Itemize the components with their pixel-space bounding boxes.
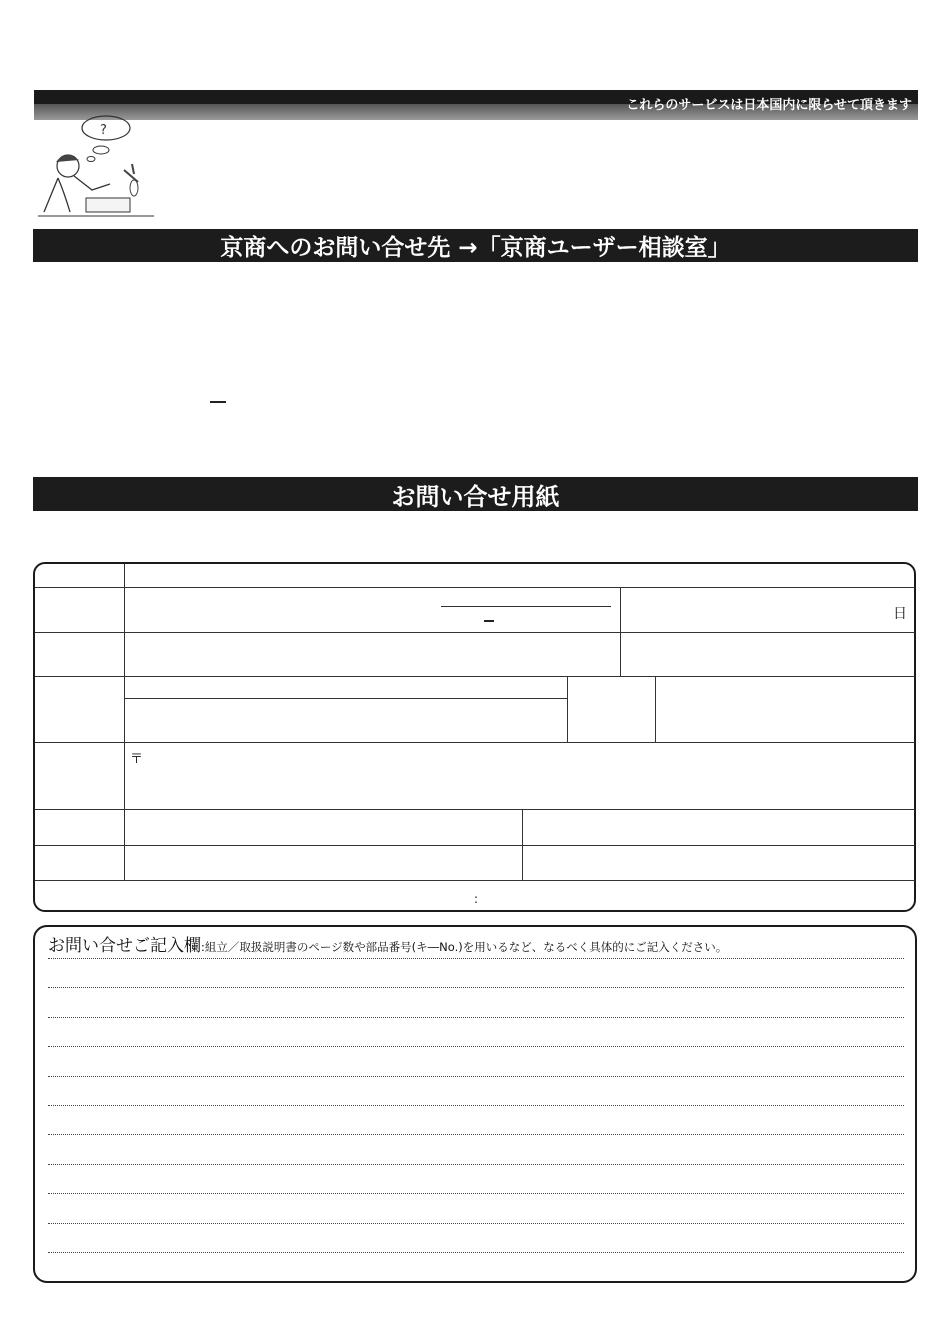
note-line[interactable] bbox=[48, 958, 904, 959]
form-field[interactable] bbox=[125, 633, 619, 675]
form-column-divider bbox=[567, 677, 568, 742]
name-field[interactable] bbox=[125, 699, 567, 742]
note-line[interactable] bbox=[48, 1164, 904, 1165]
notes-instruction: :組立／取扱説明書のページ数や部品番号(キ―No.)を用いるなど、なるべく具体的にご記入ください。 bbox=[201, 940, 728, 954]
time-colon: : bbox=[474, 892, 479, 906]
form-field[interactable] bbox=[656, 677, 915, 742]
contact-section-header bbox=[33, 229, 918, 262]
notes-title bbox=[48, 931, 727, 956]
note-line[interactable] bbox=[48, 1252, 904, 1253]
svg-text:?: ? bbox=[100, 123, 107, 138]
form-field[interactable] bbox=[125, 846, 522, 880]
confused-person-illustration bbox=[34, 112, 169, 220]
phone-field[interactable] bbox=[125, 810, 522, 845]
contact-section-title: 京商へのお問い合せ先 →「京商ユーザー相談室」 bbox=[220, 235, 731, 261]
form-section-header bbox=[33, 477, 918, 511]
form-field[interactable] bbox=[36, 881, 915, 910]
form-field[interactable] bbox=[125, 588, 619, 631]
inquiry-notes-box bbox=[33, 925, 917, 1283]
name-reading-field[interactable] bbox=[125, 677, 567, 698]
form-section-title: お問い合せ用紙 bbox=[391, 482, 560, 511]
service-notice-text: これらのサービスは日本国内に限らせて頂きます bbox=[626, 98, 912, 113]
note-line[interactable] bbox=[48, 1046, 904, 1047]
note-line[interactable] bbox=[48, 1017, 904, 1018]
date-field[interactable] bbox=[621, 588, 915, 631]
note-line[interactable] bbox=[48, 1193, 904, 1194]
note-line[interactable] bbox=[48, 1076, 904, 1077]
dash-mark bbox=[210, 401, 226, 403]
address-field[interactable] bbox=[125, 743, 915, 809]
form-field[interactable] bbox=[523, 846, 915, 880]
note-line[interactable] bbox=[48, 1223, 904, 1224]
note-line[interactable] bbox=[48, 1134, 904, 1135]
notes-title-text: お問い合せご記入欄 bbox=[48, 936, 201, 956]
day-label: 日 bbox=[893, 606, 907, 622]
form-field[interactable] bbox=[523, 810, 915, 845]
postal-mark: 〒 bbox=[130, 752, 144, 767]
form-field[interactable] bbox=[621, 633, 915, 675]
form-field[interactable] bbox=[125, 565, 915, 587]
note-line[interactable] bbox=[48, 987, 904, 988]
note-line[interactable] bbox=[48, 1105, 904, 1106]
